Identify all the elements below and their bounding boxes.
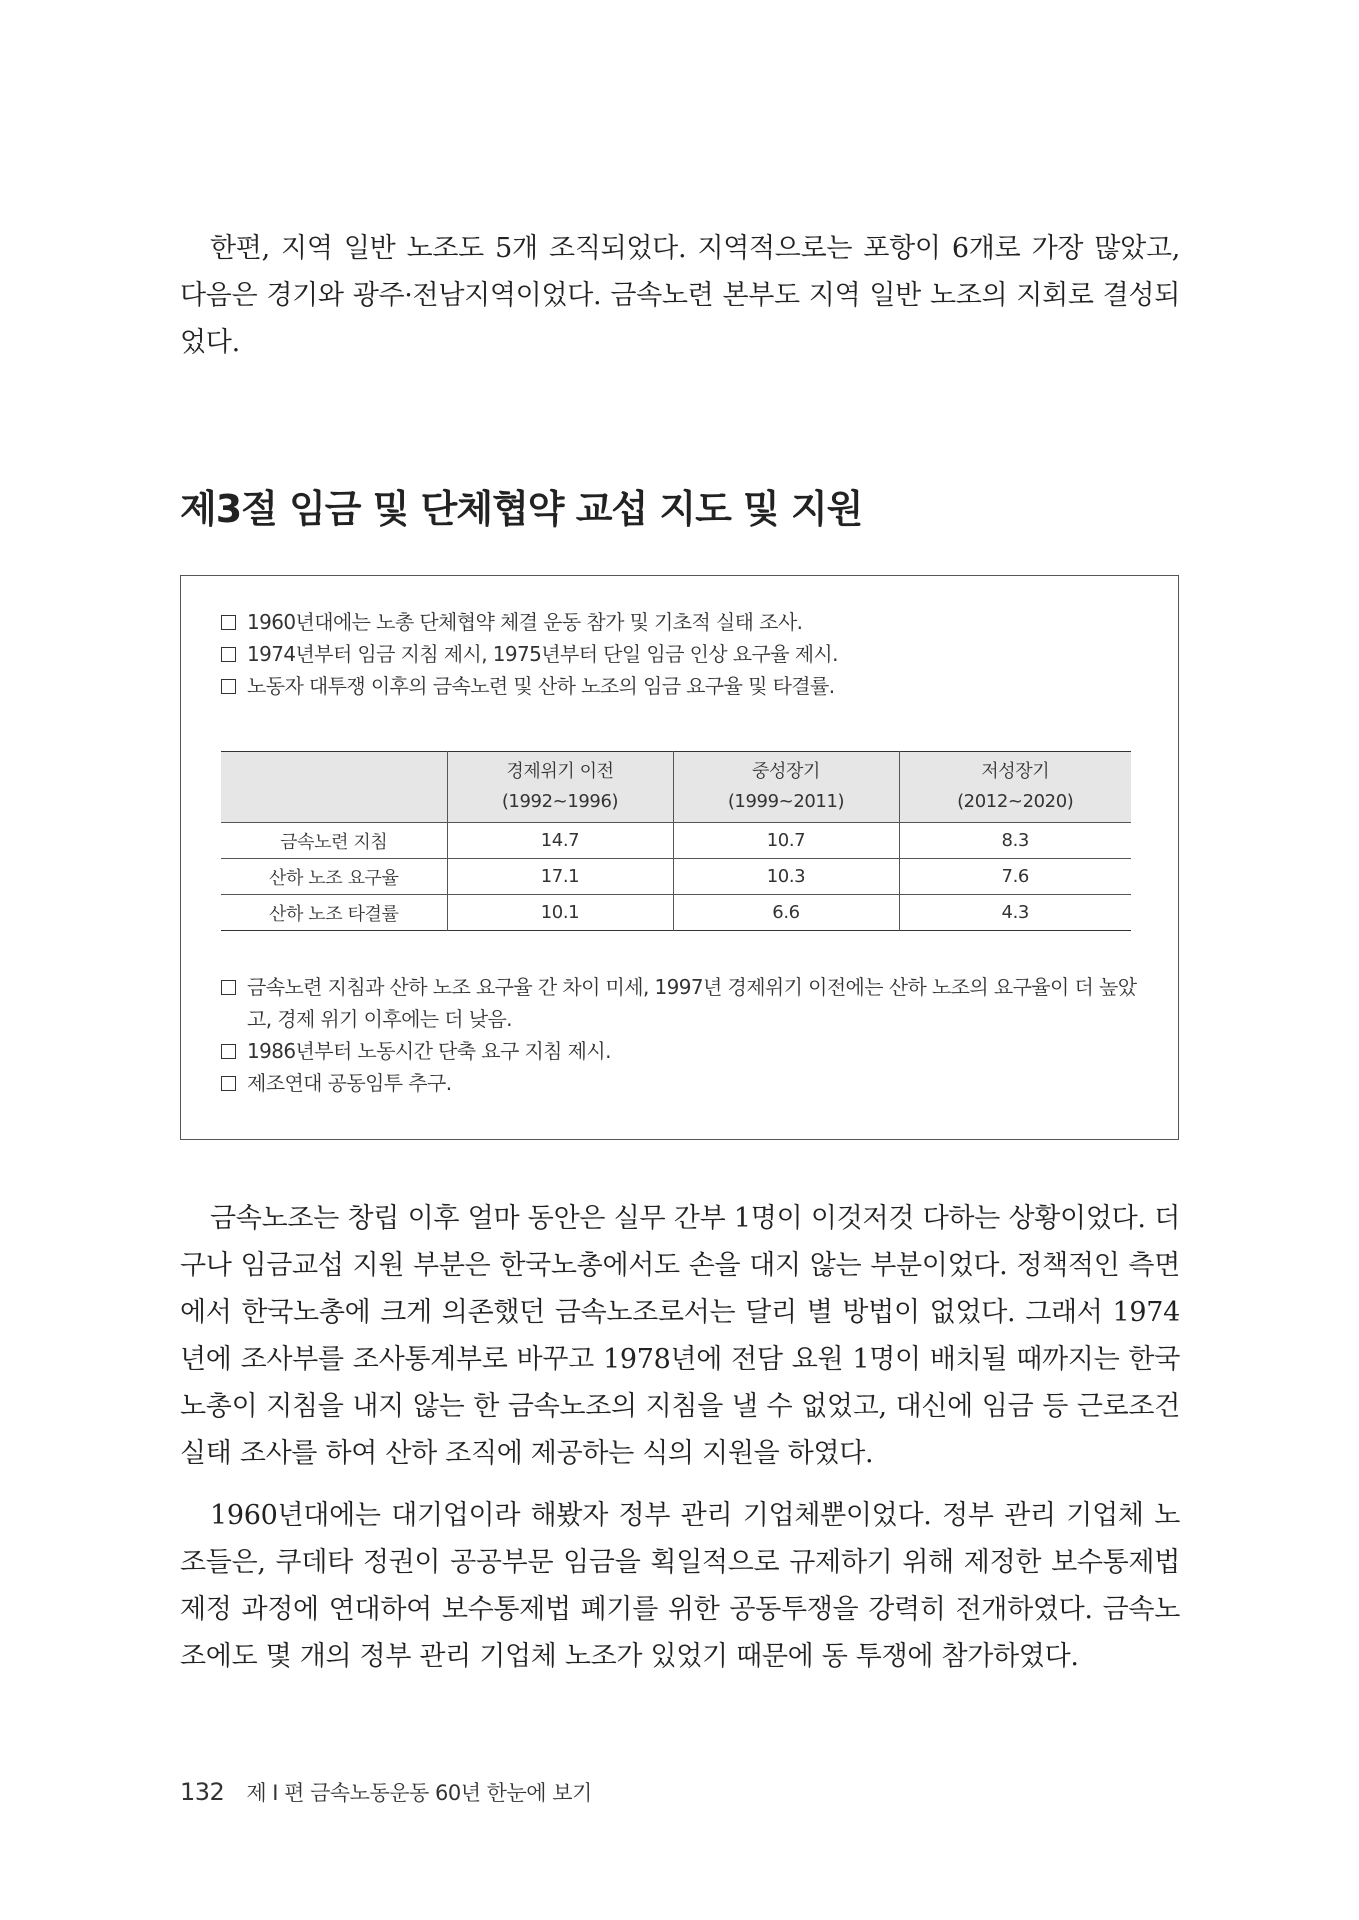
- intro-text: 한편, 지역 일반 노조도 5개 조직되었다. 지역적으로는 포항이 6개로 가장 많았고, 다음은 경기와 광주·전남지역이었다. 금속노련 본부도 지역 일반 노조의 지회로 결성되었다.: [180, 233, 1180, 358]
- table-cell: 10.3: [673, 859, 899, 895]
- table-row: [221, 895, 1131, 931]
- running-title: 제 I 편 금속노동운동 60년 한눈에 보기: [246, 1781, 592, 1805]
- wage-rate-table: [221, 751, 1131, 931]
- table-row: [221, 823, 1131, 859]
- page-footer: [180, 1777, 592, 1807]
- checkbox-icon: [221, 1044, 236, 1059]
- table-cell: 17.1: [447, 859, 673, 895]
- table-cell: 14.7: [447, 823, 673, 859]
- summary-bullet: 제조연대 공동임투 추구.: [221, 1067, 1151, 1099]
- row-label: 금속노련 지침: [221, 823, 447, 859]
- table-cell: 8.3: [899, 823, 1131, 859]
- table-header-cell: 저성장기 (2012~2020): [899, 752, 1131, 823]
- table-header-empty: [221, 752, 447, 823]
- table-header-cell: 중성장기 (1999~2011): [673, 752, 899, 823]
- summary-bullets-top: [221, 606, 1151, 702]
- table-header-cell: 경제위기 이전 (1992~1996): [447, 752, 673, 823]
- table-cell: 10.1: [447, 895, 673, 931]
- body-paragraph: [180, 1492, 1180, 1680]
- checkbox-icon: [221, 615, 236, 630]
- table-cell: 7.6: [899, 859, 1131, 895]
- checkbox-icon: [221, 647, 236, 662]
- section-title: 제3절 임금 및 단체협약 교섭 지도 및 지원: [180, 487, 863, 531]
- table-cell: 6.6: [673, 895, 899, 931]
- intro-paragraph: [180, 225, 1180, 366]
- page-number: 132: [180, 1778, 225, 1806]
- checkbox-icon: [221, 980, 236, 995]
- body-paragraph-text: 금속노조는 창립 이후 얼마 동안은 실무 간부 1명이 이것저것 다하는 상황이었다. 더구나 임금교섭 지원 부분은 한국노총에서도 손을 대지 않는 부분이었다. 정책적인 측면에서 한국노총에 크게 의존했던 금속노조로서는 달리 별 방법이 없었다. 그래서 1974년에 조사부를 조사통계부로 바꾸고 1978년에 전담 요원 1명이 배치될 때까지는 한국노총이 지침을 내지 않는 한 금속노조의 지침을 낼 수 없었고, 대신에 임금 등 근로조건 실태 조사를 하여 산하 조직에 제공하는 식의 지원을 하였다.: [180, 1203, 1180, 1469]
- summary-bullet: 1986년부터 노동시간 단축 요구 지침 제시.: [221, 1035, 1151, 1067]
- summary-bullet: 1974년부터 임금 지침 제시, 1975년부터 단일 임금 인상 요구율 제시.: [221, 638, 1151, 670]
- checkbox-icon: [221, 679, 236, 694]
- row-label: 산하 노조 타결률: [268, 903, 399, 925]
- table-cell: 4.3: [899, 895, 1131, 931]
- checkbox-icon: [221, 1076, 236, 1091]
- row-label: 산하 노조 요구율: [221, 859, 447, 895]
- summary-bullets-bottom: [221, 971, 1151, 1099]
- summary-bullet: 1960년대에는 노총 단체협약 체결 운동 참가 및 기초적 실태 조사.: [221, 606, 1151, 638]
- summary-bullet: 금속노련 지침과 산하 노조 요구율 간 차이 미세, 1997년 경제위기 이전에는 산하 노조의 요구율이 더 높았고, 경제 위기 이후에는 더 낮음.: [221, 971, 1151, 1035]
- summary-box: [180, 575, 1179, 1140]
- table-cell: 10.7: [673, 823, 899, 859]
- table-row: [221, 859, 1131, 895]
- body-paragraph: [180, 1195, 1180, 1477]
- summary-bullet: 노동자 대투쟁 이후의 금속노련 및 산하 노조의 임금 요구율 및 타결률.: [221, 670, 1151, 702]
- body-paragraph-text: 1960년대에는 대기업이라 해봤자 정부 관리 기업체뿐이었다. 정부 관리 기업체 노조들은, 쿠데타 정권이 공공부문 임금을 획일적으로 규제하기 위해 제정한 보수통제법 제정 과정에 연대하여 보수통제법 폐기를 위한 공동투쟁을 강력히 전개하였다. 금속노조에도 몇 개의 정부 관리 기업체 노조가 있었기 때문에 동 투쟁에 참가하였다.: [180, 1500, 1180, 1672]
- table-header-row: [221, 752, 1131, 823]
